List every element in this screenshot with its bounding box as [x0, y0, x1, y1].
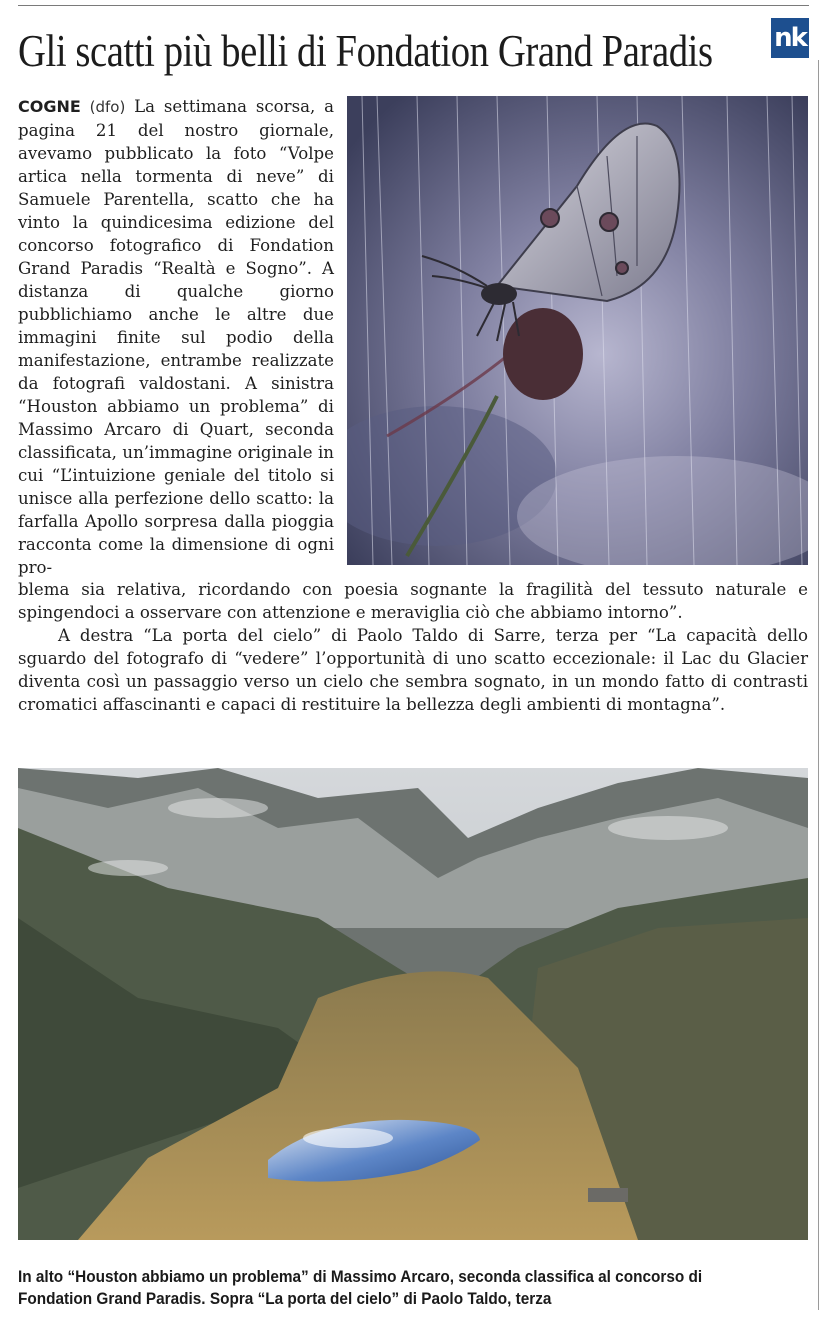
article-body-wide	[18, 578, 808, 716]
publication-logo: nk	[771, 18, 809, 58]
dateline: COGNE	[18, 97, 81, 116]
article-lead-column	[18, 95, 334, 579]
article-headline: Gli scatti più belli di Fondation Grand Paradis	[18, 26, 713, 76]
mountain-lake-photo	[18, 768, 808, 1240]
continuation-paragraph: blema sia relativa, ricordando con poesia sognante la fragilità del tessuto naturale e spingendoci a osservare con attenzione e meraviglia ciò che abbiamo intorno”.	[18, 580, 808, 622]
butterfly-photo	[347, 96, 808, 565]
top-rule	[18, 5, 809, 6]
lead-paragraph: La settimana scorsa, a pagina 21 del nostro giornale, avevamo pubblicato la foto “Volpe artica nella tormenta di neve” di Samuele Parentella, scatto che ha vinto la quindicesima edizione del concorso fotografico di Fondation Grand Paradis “Realtà e Sogno”. A distanza di qualche giorno pubblichiamo anche le altre due immagini finite sul podio della manifestazione, entrambe realizzate da fotografi valdostani. A sinistra “Houston abbiamo un problema” di Massimo Arcaro di Quart, seconda classificata, un’immagine originale in cui “L’intuizione geniale del titolo si unisce alla perfezione dello scatto: la farfalla Apollo sorpresa dalla pioggia racconta come la dimensione di ogni pro-	[18, 97, 335, 577]
photo-caption: In alto “Houston abbiamo un problema” di Massimo Arcaro, seconda classifica al concorso di Fondation Grand Paradis. Sopra “La porta del cielo” di Paolo Taldo, terza	[18, 1268, 703, 1308]
second-paragraph: A destra “La porta del cielo” di Paolo Taldo di Sarre, terza per “La capacità dello sguardo del fotografo di “vedere” l’opportunità di uno scatto eccezionale: il Lac du Glacier diventa così un passaggio verso un cielo che sembra sognato, in un mondo fatto di contrasti cromatici affascinanti e capaci di restituire la bellezza degli ambienti di montagna”.	[18, 626, 808, 714]
right-column-rule	[818, 60, 819, 1310]
byline: (dfo)	[89, 98, 126, 116]
